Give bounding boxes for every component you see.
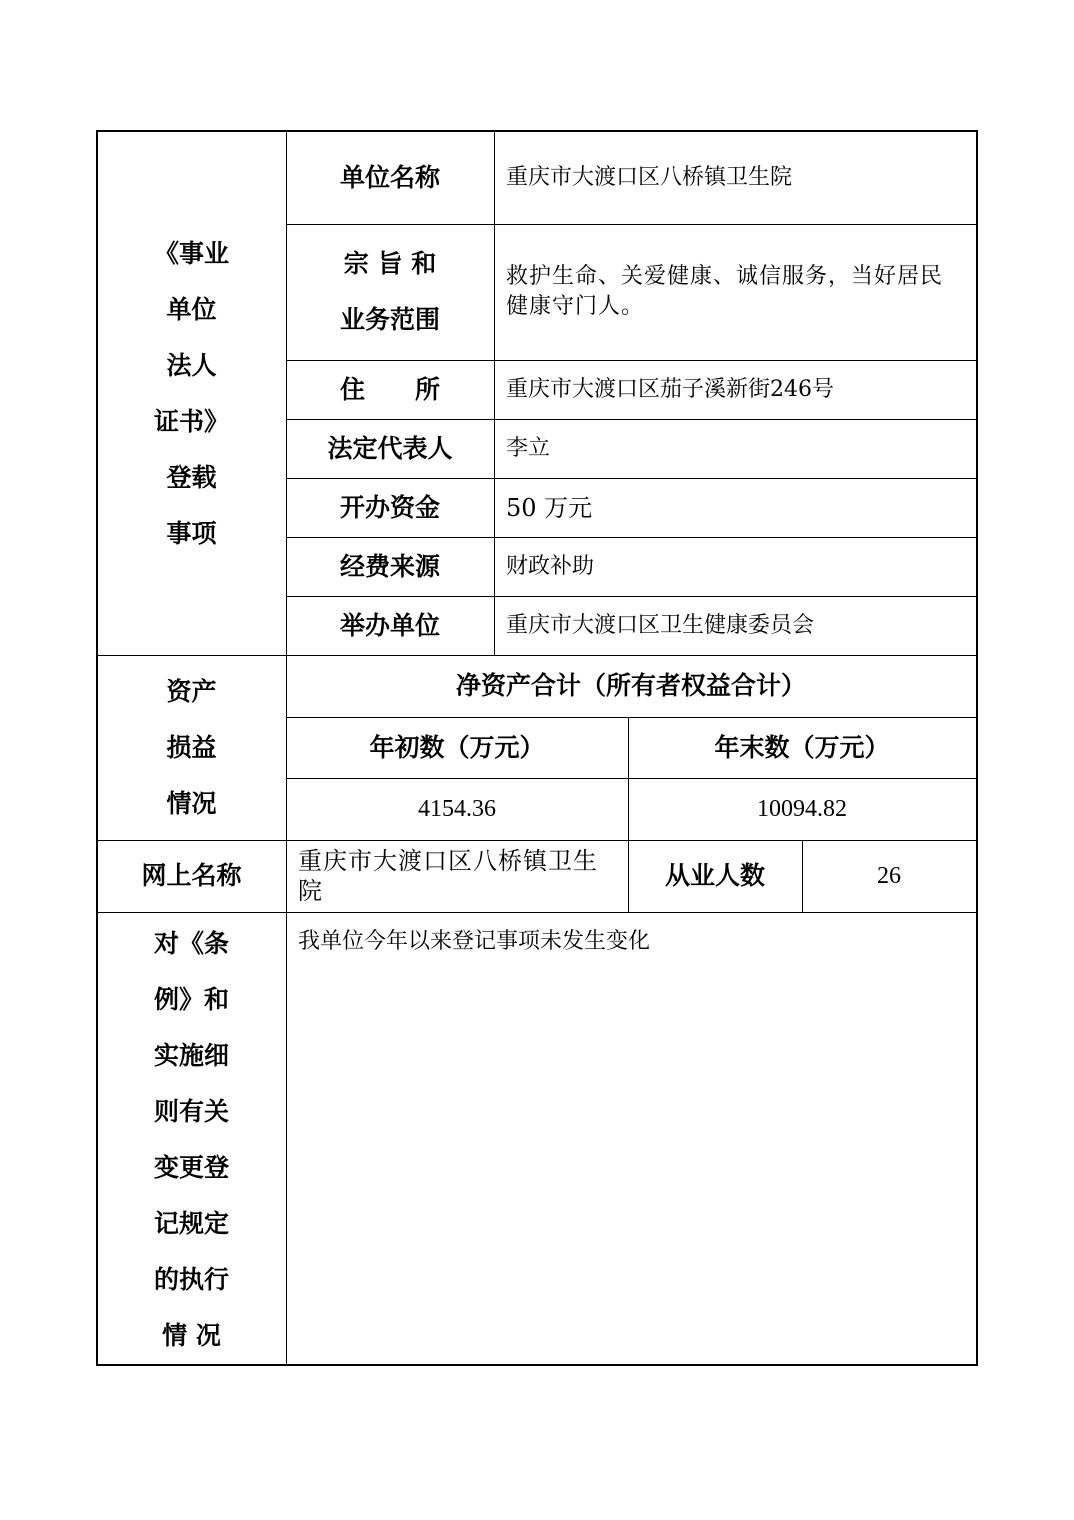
assets-section-label: 资产 损益 情况 [166, 676, 217, 818]
funding-source-value: 财政补助 [506, 553, 595, 579]
purpose-value: 救护生命、关爱健康、诚信服务，当好居民健康守门人。 [506, 264, 944, 319]
unit-name-value: 重庆市大渡口区八桥镇卫生院 [506, 165, 793, 190]
compliance-text: 我单位今年以来登记事项未发生变化 [298, 929, 651, 954]
address-label: 住 所 [339, 374, 440, 404]
purpose-label: 宗 旨 和 业务范围 [339, 249, 440, 334]
online-name-label: 网上名称 [141, 861, 242, 890]
end-of-year-value: 10094.82 [757, 795, 847, 822]
compliance-section-label: 对《条 例》和 实施细 则有关 变更登 记规定 的执行 情 况 [153, 929, 229, 1350]
legal-rep-value: 李立 [506, 435, 551, 461]
net-assets-title: 净资产合计（所有者权益合计） [455, 671, 806, 700]
address-value: 重庆市大渡口区茄子溪新街246号 [506, 376, 834, 402]
capital-value: 50 万元 [506, 493, 593, 522]
unit-name-label: 单位名称 [339, 163, 440, 192]
end-of-year-label: 年末数（万元） [714, 732, 890, 762]
sponsor-value: 重庆市大渡口区卫生健康委员会 [506, 612, 815, 638]
legal-rep-label: 法定代表人 [327, 433, 453, 463]
start-of-year-label: 年初数（万元） [369, 732, 545, 762]
funding-source-label: 经费来源 [339, 551, 440, 581]
capital-label: 开办资金 [339, 492, 440, 522]
sponsor-label: 举办单位 [339, 610, 440, 640]
start-of-year-value: 4154.36 [418, 795, 496, 822]
online-name-value: 重庆市大渡口区八桥镇卫生院 [298, 847, 598, 905]
staff-count-label: 从业人数 [664, 861, 765, 890]
staff-count-value: 26 [877, 862, 901, 889]
certificate-section-label: 《事业 单位 法人 证书》 登载 事项 [153, 238, 229, 548]
